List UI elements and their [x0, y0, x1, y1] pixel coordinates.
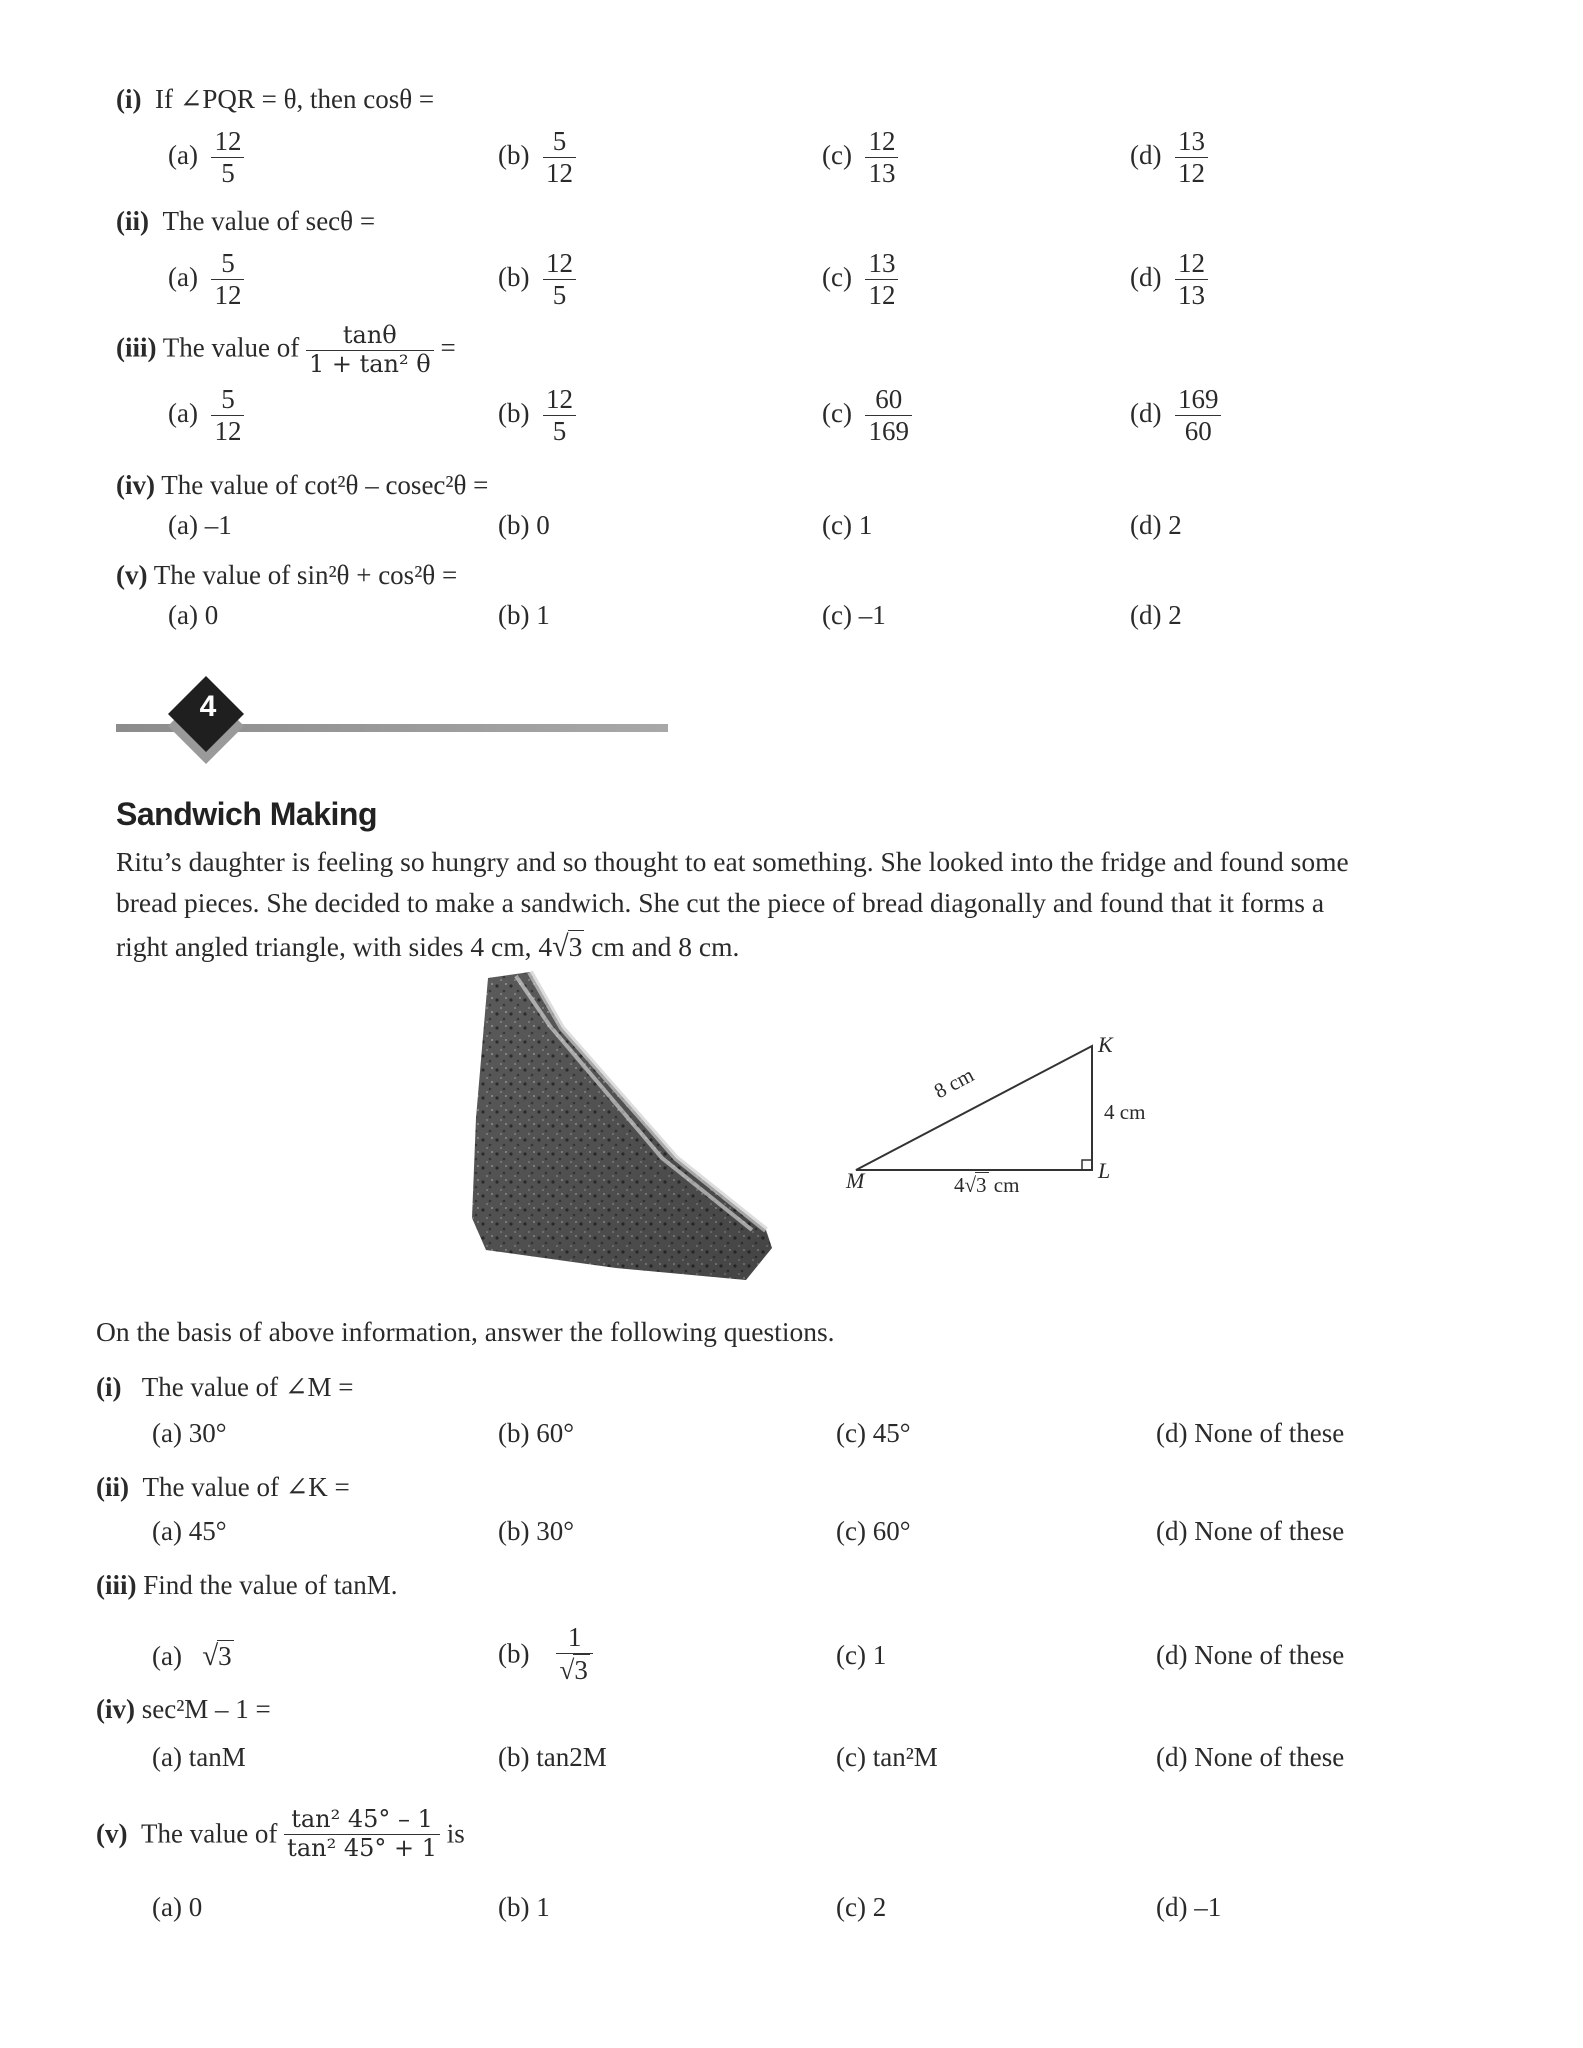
option-label: (c): [822, 397, 852, 428]
option-c[interactable]: [822, 384, 912, 447]
fraction: $\frac{12}{5}$: [543, 384, 576, 447]
option-d[interactable]: (d) None of these: [1156, 1640, 1345, 1670]
question-text: The value of: [162, 332, 300, 363]
question-text: sec²M – 1 =: [141, 1694, 271, 1724]
question-v: [116, 560, 457, 591]
option-b[interactable]: [498, 384, 576, 447]
question-text: The value of ∠M =: [141, 1372, 354, 1402]
question-number: (iv): [116, 470, 155, 500]
fraction: $\frac{12}{13}$: [865, 126, 898, 189]
option-d[interactable]: (d) 2: [1130, 600, 1182, 630]
option-c[interactable]: (c) 45°: [836, 1418, 911, 1448]
option-d[interactable]: (d) None of these: [1156, 1742, 1345, 1772]
fraction: $\frac{\tan\theta}{\text{1 + tan² θ}}$: [306, 322, 434, 378]
option-a[interactable]: [168, 384, 244, 447]
question-ii: [116, 206, 375, 237]
option-d[interactable]: [1130, 126, 1208, 189]
option-label: (b): [498, 397, 530, 428]
hypotenuse-label: 8 cm: [930, 1062, 978, 1104]
question-i: [96, 1372, 354, 1403]
case-number: 4: [199, 690, 217, 723]
option-a[interactable]: (a) tanM: [152, 1742, 246, 1772]
option-c[interactable]: (c) 2: [836, 1892, 887, 1922]
option-b[interactable]: (b) 0: [498, 510, 550, 540]
option-c[interactable]: (c) 60°: [836, 1516, 911, 1546]
option-c[interactable]: (c) tan²M: [836, 1742, 938, 1772]
option-c[interactable]: (c) 1: [836, 1640, 887, 1670]
option-c[interactable]: [822, 248, 898, 311]
fraction: $\frac{5}{12}$: [543, 126, 576, 189]
paragraph-line-2: bread pieces. She decided to make a sandwich. She cut the piece of bread diagonally and found that it forms a: [116, 887, 1325, 918]
question-number: (v): [96, 1818, 128, 1849]
option-label: (d): [1130, 139, 1162, 170]
fraction: $\frac{12}{13}$: [1175, 248, 1208, 311]
option-b[interactable]: [498, 126, 576, 189]
option-a[interactable]: (a) 0: [152, 1892, 203, 1922]
question-text: The value of secθ =: [162, 206, 376, 236]
question-number: (v): [116, 560, 148, 590]
option-b[interactable]: [498, 248, 576, 311]
option-d[interactable]: (d) None of these: [1156, 1516, 1345, 1546]
instruction-text: On the basis of above information, answer the following questions.: [96, 1316, 835, 1347]
case-number-badge: [110, 670, 670, 780]
option-b[interactable]: (b) 1: [498, 1892, 550, 1922]
option-c[interactable]: (c) 1: [822, 510, 873, 540]
vertex-k-label: K: [1098, 1032, 1113, 1057]
option-a[interactable]: [168, 126, 244, 189]
option-b[interactable]: (b) 60°: [498, 1418, 575, 1448]
question-text: The value of cot²θ – cosec²θ =: [161, 470, 489, 500]
question-iii: [116, 322, 456, 378]
question-i: [116, 84, 434, 115]
option-label: (c): [822, 261, 852, 292]
vertex-l-label: L: [1098, 1158, 1111, 1183]
question-ii: [96, 1472, 350, 1503]
question-text: The value of: [140, 1818, 278, 1849]
option-a[interactable]: (a) 0: [168, 600, 219, 630]
option-a[interactable]: (a) –1: [168, 510, 232, 540]
question-text: The value of sin²θ + cos²θ =: [153, 560, 458, 590]
option-b[interactable]: [498, 1622, 593, 1686]
option-label: (a): [168, 139, 198, 170]
question-text: The value of ∠K =: [142, 1472, 350, 1502]
fraction: $\frac{\text{tan² 45° – 1}}{\text{tan² 45° + 1}}$: [284, 1806, 440, 1862]
fraction: $\frac{12}{5}$: [211, 126, 244, 189]
sandwich-image: [466, 968, 786, 1298]
question-number: (iii): [96, 1570, 137, 1600]
fraction: $\frac{5}{12}$: [211, 248, 244, 311]
fraction: $\frac{5}{12}$: [211, 384, 244, 447]
equals-sign: =: [440, 332, 456, 363]
option-label: (d): [1130, 261, 1162, 292]
fraction: $\frac{12}{5}$: [543, 248, 576, 311]
paragraph-line-3: right angled triangle, with sides 4 cm, 4√3 cm and 8 cm.: [116, 930, 740, 963]
question-iii: [96, 1570, 397, 1601]
question-text: If ∠PQR = θ, then cosθ =: [154, 84, 435, 114]
question-number: (i): [96, 1372, 122, 1402]
option-d[interactable]: (d) –1: [1156, 1892, 1222, 1922]
radicand: 3: [218, 1641, 232, 1671]
paragraph-line-1: Ritu’s daughter is feeling so hungry and so thought to eat something. She looked into the fridge and found some: [116, 846, 1349, 877]
question-number: (ii): [96, 1472, 129, 1502]
fraction: $\frac{1}{√3}$: [556, 1622, 592, 1686]
option-b[interactable]: (b) tan2M: [498, 1742, 607, 1772]
option-d[interactable]: [1130, 384, 1221, 447]
right-angle-mark: [1082, 1160, 1092, 1170]
option-b[interactable]: (b) 30°: [498, 1516, 575, 1546]
option-label: (c): [822, 139, 852, 170]
case-title: Sandwich Making: [116, 796, 377, 832]
option-label: (a): [168, 261, 198, 292]
option-label: (b): [498, 139, 530, 170]
fraction: $\frac{60}{169}$: [865, 384, 912, 447]
option-c[interactable]: (c) –1: [822, 600, 886, 630]
option-label: (d): [1130, 397, 1162, 428]
question-suffix: is: [446, 1818, 465, 1849]
option-label: (b): [498, 261, 530, 292]
option-label: (a): [152, 1641, 182, 1671]
option-d[interactable]: [1130, 248, 1208, 311]
option-a[interactable]: (a) √3: [152, 1640, 232, 1672]
option-a[interactable]: [168, 248, 244, 311]
question-number: (iv): [96, 1694, 135, 1724]
question-number: (iii): [116, 332, 157, 363]
option-d[interactable]: (d) None of these: [1156, 1418, 1345, 1448]
vertical-side-label: 4 cm: [1104, 1100, 1146, 1124]
question-number: (ii): [116, 206, 149, 236]
question-iv: [96, 1694, 271, 1725]
vertex-m-label: M: [846, 1168, 865, 1193]
option-label: (b): [498, 1638, 530, 1669]
question-iv: [116, 470, 488, 501]
option-a[interactable]: (a) 45°: [152, 1516, 227, 1546]
question-number: (i): [116, 84, 142, 114]
option-a[interactable]: (a) 30°: [152, 1418, 227, 1448]
question-v: [96, 1806, 465, 1862]
option-label: (a): [168, 397, 198, 428]
base-label: 4√3 cm: [954, 1173, 1020, 1197]
fraction: $\frac{13}{12}$: [865, 248, 898, 311]
option-b[interactable]: (b) 1: [498, 600, 550, 630]
question-text: Find the value of tanM.: [143, 1570, 398, 1600]
option-c[interactable]: [822, 126, 898, 189]
triangle-klm: [856, 1046, 1092, 1170]
fraction: $\frac{169}{60}$: [1175, 384, 1222, 447]
fraction: $\frac{13}{12}$: [1175, 126, 1208, 189]
option-d[interactable]: (d) 2: [1130, 510, 1182, 540]
